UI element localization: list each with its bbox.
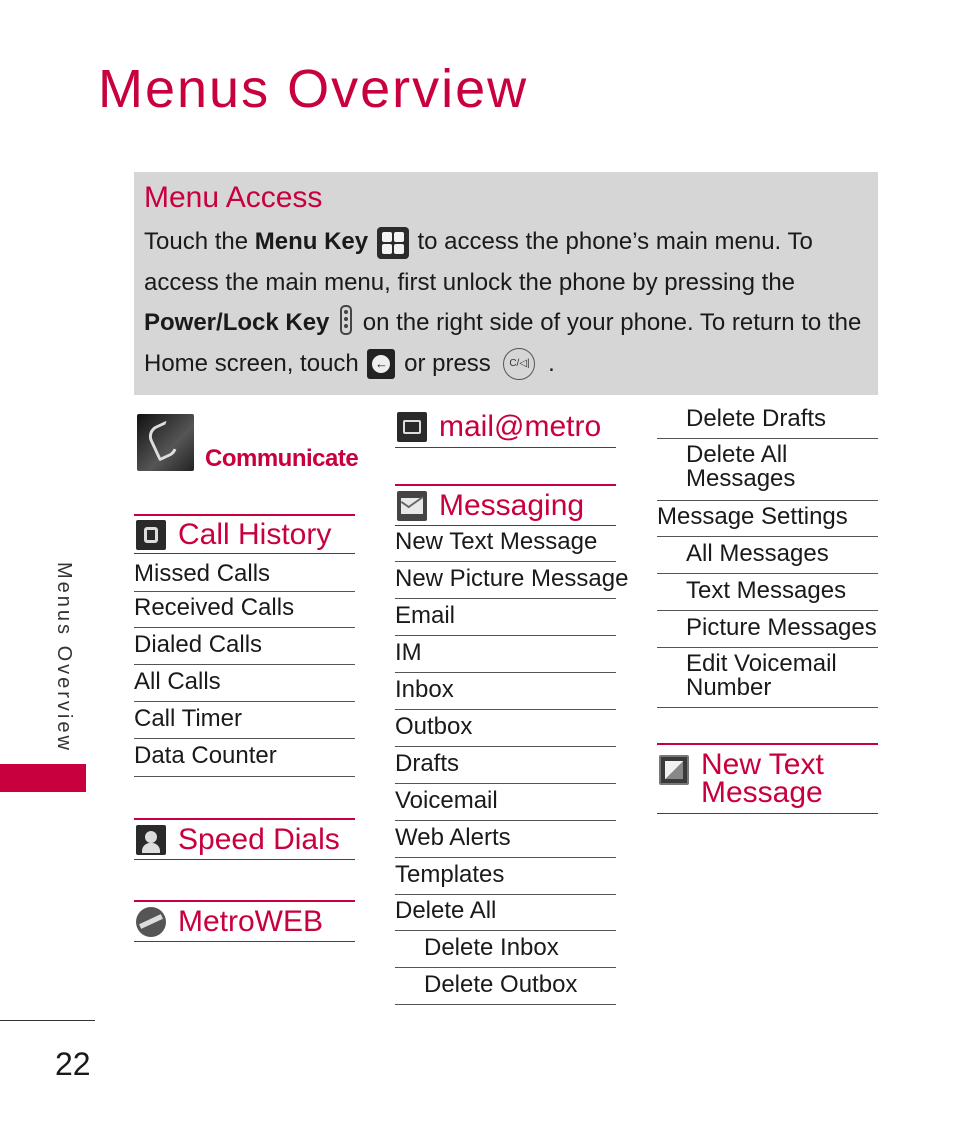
list-item: Picture Messages xyxy=(657,616,878,648)
speed-dials-heading: Speed Dials xyxy=(178,822,340,856)
side-tab-marker xyxy=(0,764,86,792)
mail-metro-header xyxy=(395,406,616,448)
access-text-part2: to access the phone’s main menu. To access the main menu, first unlock the phone by pressing the xyxy=(144,228,813,296)
list-item: Email xyxy=(395,604,616,636)
menu-key-label: Menu Key xyxy=(254,228,369,255)
access-text-part3: on the right side of your phone. To return to the Home screen, touch xyxy=(144,309,862,377)
menu-access-text xyxy=(144,222,868,384)
list-item: Message Settings xyxy=(657,505,878,537)
metroweb-globe-icon xyxy=(136,907,166,937)
menu-access-heading: Menu Access xyxy=(144,181,323,214)
list-item: New Text Message xyxy=(395,530,616,562)
phone-handset-icon xyxy=(137,414,194,471)
list-item: Inbox xyxy=(395,678,616,710)
menu-key-icon xyxy=(377,227,409,259)
list-item: Web Alerts xyxy=(395,826,616,858)
metroweb-heading: MetroWEB xyxy=(178,904,324,938)
power-key-label: Power/Lock Key xyxy=(144,309,330,336)
list-item: All Calls xyxy=(134,670,355,702)
list-item: Voicemail xyxy=(395,789,616,821)
list-item: Edit Voicemail Number xyxy=(657,652,878,708)
list-item: Delete Inbox xyxy=(395,936,616,968)
access-text-part4: or press xyxy=(397,349,498,377)
page-title: Menus Overview xyxy=(98,59,529,119)
metroweb-header xyxy=(134,900,355,942)
new-text-message-heading: New Text Message xyxy=(701,748,824,809)
mail-metro-heading: mail@metro xyxy=(439,409,602,443)
call-history-heading: Call History xyxy=(178,517,332,551)
messaging-header xyxy=(395,484,616,526)
list-item: Text Messages xyxy=(657,579,878,611)
list-item: Delete All xyxy=(395,899,616,931)
page-number: 22 xyxy=(55,1046,91,1082)
list-item: Call Timer xyxy=(134,707,355,739)
speed-dials-icon xyxy=(136,825,166,855)
list-item: Dialed Calls xyxy=(134,633,355,665)
messaging-envelope-icon xyxy=(397,491,427,521)
messaging-heading: Messaging xyxy=(439,488,585,522)
clear-key-icon: C/◁| xyxy=(503,348,535,380)
list-item: Outbox xyxy=(395,715,616,747)
list-item: Delete Drafts xyxy=(657,407,878,439)
list-item: Delete All Messages xyxy=(657,443,878,501)
list-item: Missed Calls xyxy=(134,562,355,592)
list-item: Received Calls xyxy=(134,596,355,628)
back-arrow-icon: ← xyxy=(367,349,395,379)
speed-dials-header xyxy=(134,818,355,860)
new-text-message-icon xyxy=(659,755,689,785)
menu-access-box xyxy=(134,172,878,395)
list-item: Drafts xyxy=(395,752,616,784)
list-item: Data Counter xyxy=(134,744,355,777)
list-item: All Messages xyxy=(657,542,878,574)
list-item: New Picture Message xyxy=(395,567,616,599)
communicate-label: Communicate xyxy=(205,445,359,472)
new-text-message-header xyxy=(657,743,878,814)
list-item: IM xyxy=(395,641,616,673)
access-text-part5: . xyxy=(541,349,555,377)
call-history-header xyxy=(134,514,355,554)
side-section-label: Menus Overview xyxy=(53,562,75,753)
list-item: Templates xyxy=(395,863,616,895)
mail-metro-icon xyxy=(397,412,427,442)
access-text-part1: Touch the xyxy=(144,228,255,255)
power-lock-key-icon xyxy=(340,305,352,335)
footer-rule xyxy=(0,1020,95,1021)
call-history-icon xyxy=(136,520,166,550)
list-item: Delete Outbox xyxy=(395,973,616,1005)
